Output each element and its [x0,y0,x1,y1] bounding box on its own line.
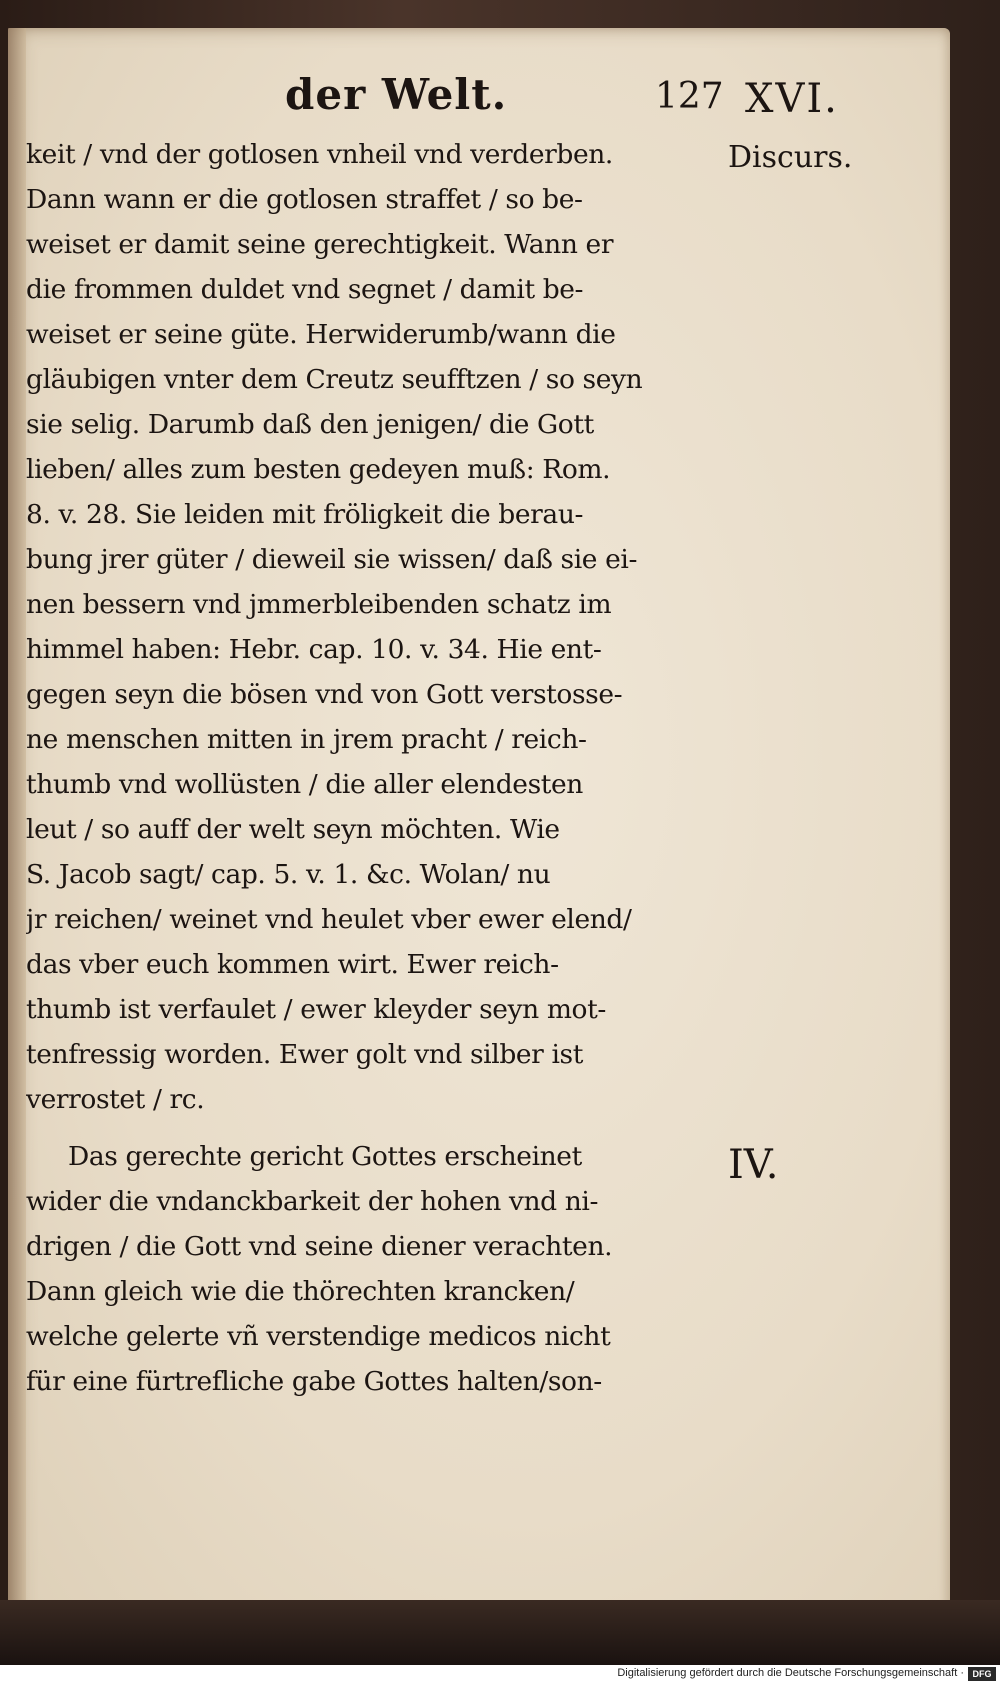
text-line: Dann gleich wie die thörechten krancken/ [26,1276,575,1307]
text-line: verrostet / rc. [26,1084,205,1115]
text-line: leut / so auff der welt seyn möchten. Wie [26,814,560,845]
text-line: keit / vnd der gotlosen vnheil vnd verderben. [26,139,613,170]
text-line: für eine fürtrefliche gabe Gottes halten/son- [26,1366,602,1397]
page-gutter-shadow [8,28,26,1646]
text-line: ne menschen mitten in jrem pracht / reich- [26,724,587,755]
text-line: himmel haben: Hebr. cap. 10. v. 34. Hie ent- [26,634,602,665]
text-line: jr reichen/ weinet vnd heulet vber ewer elend/ [26,904,632,935]
scan-bottom-edge [0,1600,1000,1665]
text-line: S. Jacob sagt/ cap. 5. v. 1. &c. Wolan/ nu [26,859,551,890]
text-line: das vber euch kommen wirt. Ewer reich- [26,949,559,980]
funding-credit: Digitalisierung gefördert durch die Deutsche Forschungsgemeinschaft · [617,1667,964,1679]
page-number: 127 [655,76,724,117]
text-line: nen bessern vnd jmmerbleibenden schatz im [26,589,612,620]
text-line: gläubigen vnter dem Creutz seufftzen / so seyn [26,364,643,395]
text-line: drigen / die Gott vnd seine diener verachten. [26,1231,613,1262]
text-line: gegen seyn die bösen vnd von Gott verstosse- [26,679,623,710]
text-line: welche gelerte vñ verstendige medicos nicht [26,1321,611,1352]
running-title: der Welt. [285,70,508,119]
text-line: Das gerechte gericht Gottes erscheinet [68,1141,582,1172]
margin-note-discurs: Discurs. [728,140,853,175]
text-line: 8. v. 28. Sie leiden mit fröligkeit die berau- [26,499,584,530]
text-line: sie selig. Darumb daß den jenigen/ die Gott [26,409,594,440]
text-line: weiset er seine güte. Herwiderumb/wann die [26,319,616,350]
text-line: Dann wann er die gotlosen straffet / so be- [26,184,583,215]
dfg-logo: DFG [968,1667,996,1681]
margin-section-numeral: IV. [728,1142,779,1188]
text-line: die frommen duldet vnd segnet / damit be- [26,274,584,305]
discourse-numeral: XVI. [745,76,839,122]
text-line: bung jrer güter / dieweil sie wissen/ daß sie ei- [26,544,638,575]
text-line: wider die vndanckbarkeit der hohen vnd ni- [26,1186,599,1217]
body-text [26,132,726,1404]
text-line: lieben/ alles zum besten gedeyen muß: Rom. [26,454,611,485]
text-line: thumb vnd wollüsten / die aller elendesten [26,769,583,800]
text-line: tenfressig worden. Ewer golt vnd silber ist [26,1039,583,1070]
text-line: thumb ist verfaulet / ewer kleyder seyn mot- [26,994,606,1025]
text-line: weiset er damit seine gerechtigkeit. Wann er [26,229,614,260]
